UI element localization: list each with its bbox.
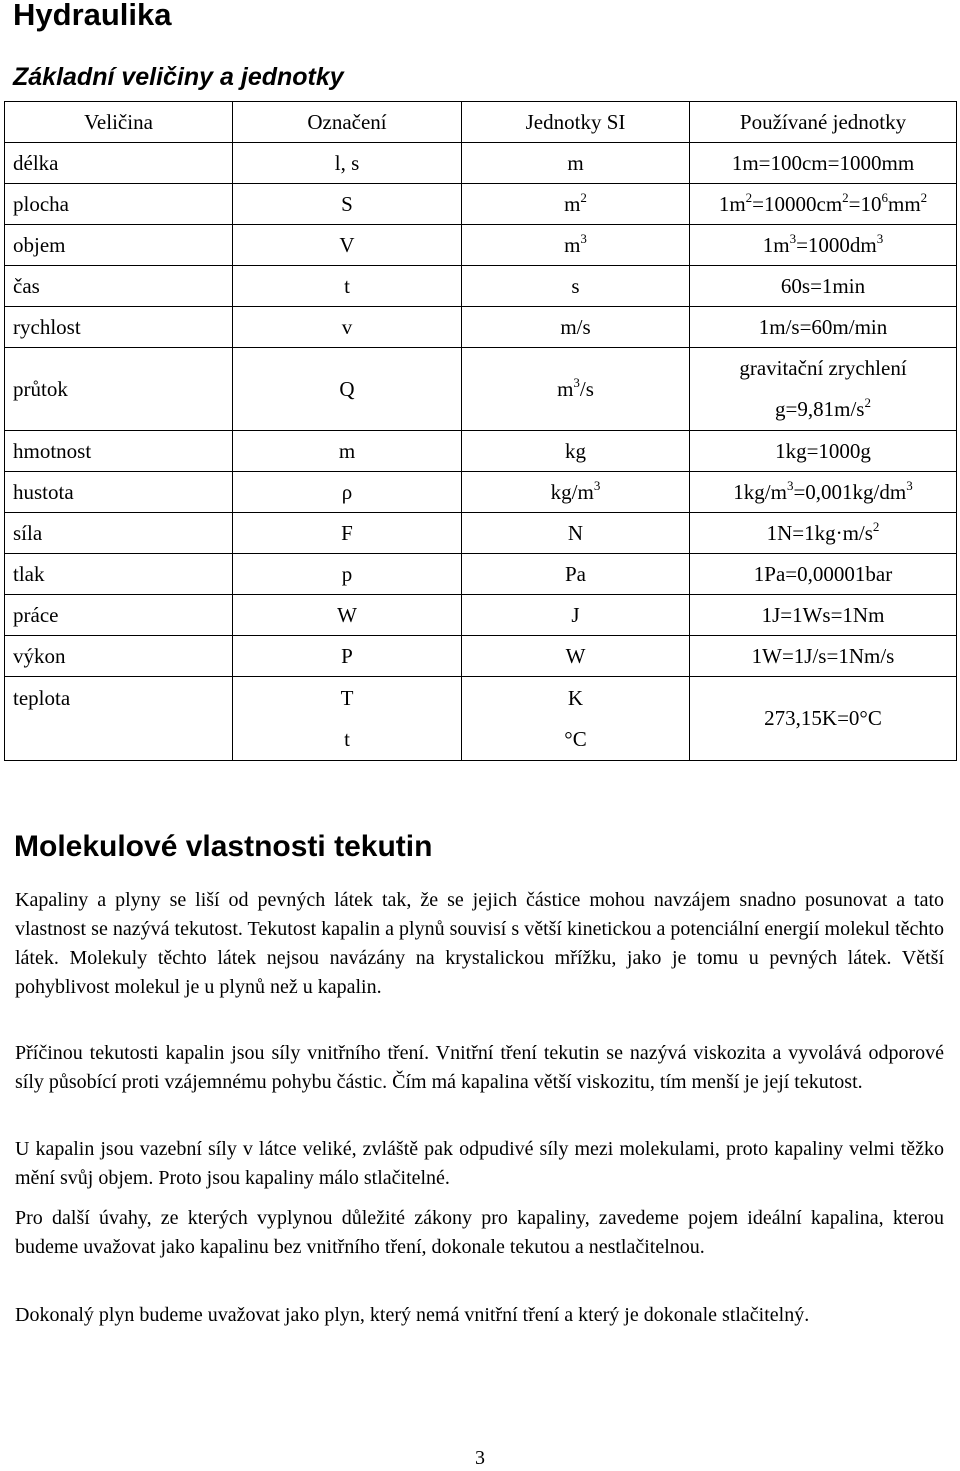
quantity-cell: práce <box>5 595 233 636</box>
table-header-row <box>5 102 957 143</box>
paragraph: Dokonalý plyn budeme uvažovat jako plyn, který nemá vnitřní tření a který je dokonale stlačitelný. <box>15 1304 810 1326</box>
si-unit-cell: kg <box>462 431 690 472</box>
table-row <box>5 225 957 266</box>
symbol-cell: S <box>233 184 462 225</box>
symbol-cell: l, s <box>233 143 462 184</box>
quantity-cell: tlak <box>5 554 233 595</box>
quantity-cell: plocha <box>5 184 233 225</box>
quantity-cell: průtok <box>5 348 233 431</box>
header-used-units: Používané jednotky <box>690 102 957 143</box>
paragraph: Pro další úvahy, ze kterých vyplynou důležité zákony pro kapaliny, zavedeme pojem ideální kapalina, kterou budeme uvažovat jako kapalinu bez vnitřního tření, dokonale tekutou a nestlačitelnou. <box>15 1207 944 1258</box>
table-row <box>5 266 957 307</box>
symbol-cell: P <box>233 636 462 677</box>
table-row <box>5 636 957 677</box>
quantity-cell: rychlost <box>5 307 233 348</box>
page-title: Hydraulika <box>13 0 172 32</box>
symbol-cell: ρ <box>233 472 462 513</box>
symbol-cell: Q <box>233 348 462 431</box>
used-unit-cell: 1J=1Ws=1Nm <box>690 595 957 636</box>
symbol-cell: W <box>233 595 462 636</box>
si-unit-cell: $kg/m^3$ <box>462 472 690 513</box>
used-unit-cell: 1kg=1000g <box>690 431 957 472</box>
paragraph: Kapaliny a plyny se liší od pevných látek tak, že se jejich částice mohou navzájem snadno posunovat a tato vlastnost se nazývá tekutost. Tekutost kapalin a plynů souvisí s větší kinetickou a potenciální energií molekul těchto látek. Molekuly těchto látek nejsou navázány na krystalickou mřížku, jako je tomu u pevných látek. Větší pohyblivost molekul je u plynů než u kapalin. <box>15 889 944 998</box>
symbol-cell: t <box>233 266 462 307</box>
header-si-units: Jednotky SI <box>462 102 690 143</box>
used-unit-cell: 60s=1min <box>690 266 957 307</box>
table-row <box>5 554 957 595</box>
table-row <box>5 143 957 184</box>
symbol-cell: m <box>233 431 462 472</box>
table-heading: Základní veličiny a jednotky <box>13 63 344 91</box>
header-symbol: Označení <box>233 102 462 143</box>
symbol-cell: V <box>233 225 462 266</box>
si-unit-cell: K °C <box>462 677 690 761</box>
header-quantity: Veličina <box>5 102 233 143</box>
quantity-cell: teplota <box>5 677 233 761</box>
si-unit-cell: W <box>462 636 690 677</box>
symbol-cell: p <box>233 554 462 595</box>
quantity-cell: objem <box>5 225 233 266</box>
section-title: Molekulové vlastnosti tekutin <box>14 830 433 863</box>
si-unit-cell: N <box>462 513 690 554</box>
table-row <box>5 348 957 431</box>
table-row <box>5 677 957 761</box>
used-unit-cell: $1N=1kg\cdot m/s^2$ <box>690 513 957 554</box>
used-unit-cell: 1m=100cm=1000mm <box>690 143 957 184</box>
table-row <box>5 472 957 513</box>
symbol-cell: F <box>233 513 462 554</box>
used-unit-cell: $1kg/m^3=0,001kg/dm^3$ <box>690 472 957 513</box>
used-unit-cell: $1m^3=1000dm^3$ <box>690 225 957 266</box>
si-unit-cell: m/s <box>462 307 690 348</box>
used-unit-cell: 1m/s=60m/min <box>690 307 957 348</box>
quantity-cell: hustota <box>5 472 233 513</box>
table-row <box>5 513 957 554</box>
paragraph: Příčinou tekutosti kapalin jsou síly vnitřního tření. Vnitřní tření tekutin se nazývá viskozita a vyvolává odporové síly působící proti vzájemnému pohybu částic. Čím má kapalina větší viskozitu, tím menší je její tekutost. <box>15 1042 944 1093</box>
symbol-cell: T t <box>233 677 462 761</box>
units-table <box>4 101 957 761</box>
si-unit-cell: Pa <box>462 554 690 595</box>
quantity-cell: délka <box>5 143 233 184</box>
symbol-cell: v <box>233 307 462 348</box>
used-unit-cell: 273,15K=0°C <box>690 677 957 761</box>
table-row <box>5 431 957 472</box>
quantity-cell: výkon <box>5 636 233 677</box>
quantity-cell: síla <box>5 513 233 554</box>
used-unit-cell: $1m^2=10000cm^2=10^6mm^2$ <box>690 184 957 225</box>
table-row <box>5 184 957 225</box>
table-row <box>5 595 957 636</box>
si-unit-cell: J <box>462 595 690 636</box>
used-unit-cell: gravitační zrychlení $g=9,81m/s^2$ <box>690 348 957 431</box>
page-number: 3 <box>475 1447 485 1469</box>
si-unit-cell: m <box>462 143 690 184</box>
paragraph: U kapalin jsou vazební síly v látce veliké, zvláště pak odpudivé síly mezi molekulami, proto kapaliny velmi těžko mění svůj objem. Proto jsou kapaliny málo stlačitelné. <box>15 1138 944 1189</box>
si-unit-cell: $m^2$ <box>462 184 690 225</box>
quantity-cell: hmotnost <box>5 431 233 472</box>
si-unit-cell: $m^3/s$ <box>462 348 690 431</box>
si-unit-cell: s <box>462 266 690 307</box>
used-unit-cell: 1W=1J/s=1Nm/s <box>690 636 957 677</box>
quantity-cell: čas <box>5 266 233 307</box>
table-row <box>5 307 957 348</box>
si-unit-cell: $m^3$ <box>462 225 690 266</box>
used-unit-cell: 1Pa=0,00001bar <box>690 554 957 595</box>
